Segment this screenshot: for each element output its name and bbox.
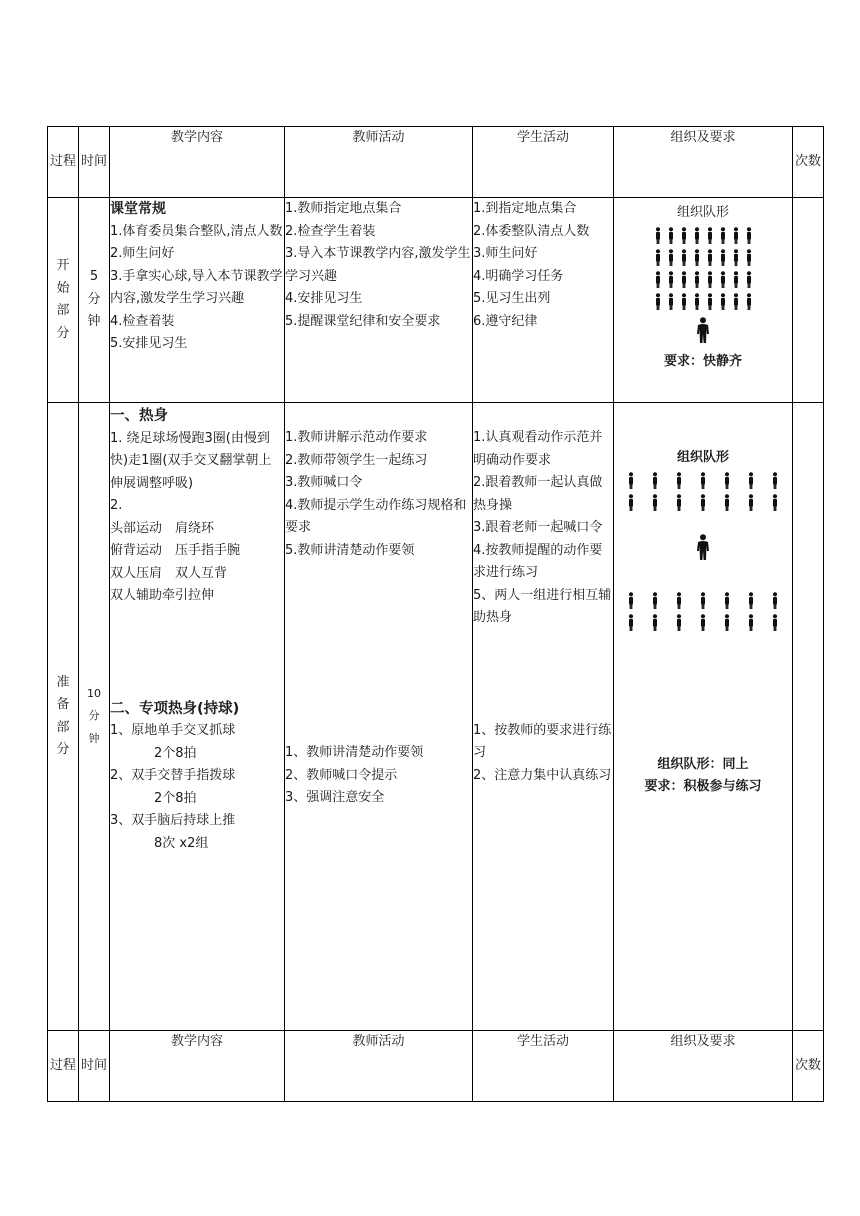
student-figure-icon <box>718 227 728 244</box>
list-item: 头部运动 肩绕环 <box>110 520 215 536</box>
prep-time-value: 10 <box>87 686 101 700</box>
prep-org-req-1: 组织队形：同上 <box>657 756 749 772</box>
student-figure-icon <box>722 472 732 489</box>
header-count: 次数 <box>793 127 824 198</box>
formation-row <box>614 225 792 247</box>
student-figure-icon <box>679 227 689 244</box>
opening-teacher <box>285 198 473 403</box>
list-item: 5.提醒课堂纪律和安全要求 <box>285 313 441 329</box>
student-figure-icon <box>746 472 756 489</box>
student-figure-icon <box>746 494 756 511</box>
list-item: 4.检查着装 <box>110 313 175 329</box>
opening-student <box>473 198 614 403</box>
student-figure-icon <box>746 614 756 631</box>
table-header-row <box>48 127 824 198</box>
list-item: 2.检查学生着装 <box>285 223 376 239</box>
student-figure-icon <box>770 494 780 511</box>
formation-row <box>618 590 788 612</box>
student-figure-icon <box>770 592 780 609</box>
student-figure-icon <box>674 472 684 489</box>
header-time: 时间 <box>79 127 110 198</box>
list-item: 1、教师讲清楚动作要领 <box>285 745 424 760</box>
student-figure-icon <box>626 614 636 631</box>
list-item: 3.跟着老师一起喊口令 <box>473 520 603 535</box>
student-figure-icon <box>653 293 663 310</box>
list-item-reps: 8次 x2组 <box>154 835 209 851</box>
student-figure-icon <box>674 614 684 631</box>
formation-row <box>614 247 792 269</box>
opening-content-list <box>110 221 284 356</box>
list-item: 1.到指定地点集合 <box>473 201 577 216</box>
formation-grid <box>618 590 788 634</box>
list-item: 2. <box>110 498 123 513</box>
header-student: 学生活动 <box>473 127 614 198</box>
list-item-reps: 2个8拍 <box>154 790 197 806</box>
list-item: 6.遵守纪律 <box>473 313 538 329</box>
student-figure-icon <box>666 271 676 288</box>
list-item: 2.师生问好 <box>110 246 175 261</box>
list-item: 1. 绕足球场慢跑3圈(由慢到快)走1圈(双手交叉翻掌朝上伸展调整呼吸) <box>110 430 272 491</box>
student-figure-icon <box>653 249 663 266</box>
opening-row <box>48 198 824 403</box>
lesson-plan-table <box>47 126 824 1102</box>
header-teacher: 教师活动 <box>285 127 473 198</box>
student-figure-icon <box>731 249 741 266</box>
student-figure-icon <box>705 227 715 244</box>
prep-org-req-2: 要求：积极参与练习 <box>644 779 762 794</box>
opening-org <box>614 198 793 403</box>
student-figure-icon <box>679 293 689 310</box>
student-figure-icon <box>674 494 684 511</box>
prep-time-unit: 分钟 <box>88 709 100 745</box>
prep-content <box>110 403 285 1031</box>
prep-student <box>473 403 614 1031</box>
opening-time <box>79 198 110 403</box>
list-item: 2.跟着教师一起认真做热身操 <box>473 475 603 513</box>
student-figure-icon <box>731 227 741 244</box>
list-item: 1.体育委员集合整队,清点人数 <box>110 223 283 239</box>
student-figure-icon <box>650 494 660 511</box>
formation-row <box>618 492 788 514</box>
footer-count: 次数 <box>793 1031 824 1102</box>
student-figure-icon <box>626 472 636 489</box>
list-item: 2.体委整队清点人数 <box>473 223 590 239</box>
student-figure-icon <box>770 472 780 489</box>
student-figure-icon <box>722 614 732 631</box>
teacher-figure-icon <box>614 317 792 343</box>
list-item: 2.教师带领学生一起练习 <box>285 452 428 468</box>
prep-org-title: 组织队形 <box>676 450 729 465</box>
student-figure-icon <box>653 271 663 288</box>
formation-row <box>614 269 792 291</box>
list-item: 5.教师讲清楚动作要领 <box>285 542 415 558</box>
student-figure-icon <box>698 494 708 511</box>
list-item: 1.教师讲解示范动作要求 <box>285 430 428 445</box>
prep-org <box>614 403 793 1031</box>
student-figure-icon <box>626 592 636 609</box>
student-figure-icon <box>674 592 684 609</box>
special-warmup-title: 二、专项热身(持球) <box>110 700 240 717</box>
opening-phase <box>48 198 79 403</box>
list-item: 3、强调注意安全 <box>285 790 385 805</box>
student-figure-icon <box>666 293 676 310</box>
student-figure-icon <box>718 293 728 310</box>
prep-time <box>79 403 110 1031</box>
student-figure-icon <box>666 249 676 266</box>
list-item: 3、双手脑后持球上推 <box>110 813 236 828</box>
student-figure-icon <box>666 227 676 244</box>
student-figure-icon <box>653 227 663 244</box>
teacher-figure-icon <box>618 534 788 560</box>
list-item: 3.师生问好 <box>473 246 538 261</box>
student-figure-icon <box>722 494 732 511</box>
list-item: 5.安排见习生 <box>110 336 188 351</box>
table-footer-row <box>48 1031 824 1102</box>
opening-time-value: 5 <box>89 269 99 285</box>
student-figure-icon <box>692 271 702 288</box>
student-figure-icon <box>744 227 754 244</box>
footer-student: 学生活动 <box>473 1031 614 1102</box>
list-item: 2、双手交替手指拨球 <box>110 768 236 783</box>
student-figure-icon <box>692 227 702 244</box>
prep-row <box>48 403 824 1031</box>
student-figure-icon <box>746 592 756 609</box>
header-content: 教学内容 <box>110 127 285 198</box>
list-item: 5.见习生出列 <box>473 291 551 306</box>
formation-row <box>614 291 792 313</box>
footer-process: 过程 <box>48 1031 79 1102</box>
list-item: 双人辅助牵引拉伸 <box>110 588 215 603</box>
formation-grid <box>614 225 792 313</box>
header-org: 组织及要求 <box>614 127 793 198</box>
opening-count <box>793 198 824 403</box>
student-figure-icon <box>722 592 732 609</box>
list-item-reps: 2个8拍 <box>154 745 197 761</box>
list-item: 2、教师喊口令提示 <box>285 767 398 783</box>
opening-time-unit: 分钟 <box>87 291 101 330</box>
list-item: 5、两人一组进行相互辅助热身 <box>473 587 612 625</box>
prep-count <box>793 403 824 1031</box>
header-process: 过程 <box>48 127 79 198</box>
student-figure-icon <box>679 271 689 288</box>
student-figure-icon <box>705 271 715 288</box>
footer-content: 教学内容 <box>110 1031 285 1102</box>
prep-teacher <box>285 403 473 1031</box>
footer-org: 组织及要求 <box>614 1031 793 1102</box>
list-item: 1.认真观看动作示范并明确动作要求 <box>473 430 603 468</box>
footer-time: 时间 <box>79 1031 110 1102</box>
student-figure-icon <box>705 249 715 266</box>
list-item: 4.按教师提醒的动作要求进行练习 <box>473 542 603 580</box>
student-figure-icon <box>650 592 660 609</box>
prep-phase <box>48 403 79 1031</box>
student-figure-icon <box>698 592 708 609</box>
student-figure-icon <box>718 249 728 266</box>
list-item: 3.手拿实心球,导入本节课教学内容,激发学生学习兴趣 <box>110 268 283 306</box>
student-figure-icon <box>770 614 780 631</box>
student-figure-icon <box>744 249 754 266</box>
student-figure-icon <box>731 271 741 288</box>
list-item: 1、按教师的要求进行练习 <box>473 722 612 760</box>
student-figure-icon <box>705 293 715 310</box>
formation-row <box>618 470 788 492</box>
list-item: 4.教师提示学生动作练习规格和要求 <box>285 497 467 535</box>
list-item: 俯背运动 压手指手腕 <box>110 543 241 558</box>
footer-teacher: 教师活动 <box>285 1031 473 1102</box>
student-figure-icon <box>731 293 741 310</box>
formation-row <box>618 612 788 634</box>
formation-grid <box>618 470 788 514</box>
opening-content-title: 课堂常规 <box>110 201 166 217</box>
list-item: 3.教师喊口令 <box>285 475 363 490</box>
opening-org-title: 组织队形 <box>676 205 729 220</box>
list-item: 1.教师指定地点集合 <box>285 201 402 216</box>
opening-phase-label: 开始部分 <box>56 258 70 341</box>
prep-phase-label: 准备部分 <box>56 674 70 757</box>
student-figure-icon <box>744 271 754 288</box>
list-item: 双人压肩 双人互背 <box>110 565 228 581</box>
student-figure-icon <box>698 472 708 489</box>
opening-content <box>110 198 285 403</box>
list-item: 2、注意力集中认真练习 <box>473 767 612 783</box>
student-figure-icon <box>718 271 728 288</box>
lesson-plan-sheet <box>47 126 823 1102</box>
student-figure-icon <box>650 472 660 489</box>
student-figure-icon <box>692 249 702 266</box>
student-figure-icon <box>698 614 708 631</box>
student-figure-icon <box>626 494 636 511</box>
list-item: 4.明确学习任务 <box>473 268 564 284</box>
warmup-title: 一、热身 <box>110 408 168 424</box>
student-figure-icon <box>692 293 702 310</box>
student-figure-icon <box>650 614 660 631</box>
student-figure-icon <box>744 293 754 310</box>
opening-org-req: 要求：快静齐 <box>663 353 742 369</box>
list-item: 3.导入本节课教学内容,激发学生学习兴趣 <box>285 246 471 284</box>
student-figure-icon <box>679 249 689 266</box>
list-item: 1、原地单手交叉抓球 <box>110 723 236 738</box>
list-item: 4.安排见习生 <box>285 291 363 306</box>
